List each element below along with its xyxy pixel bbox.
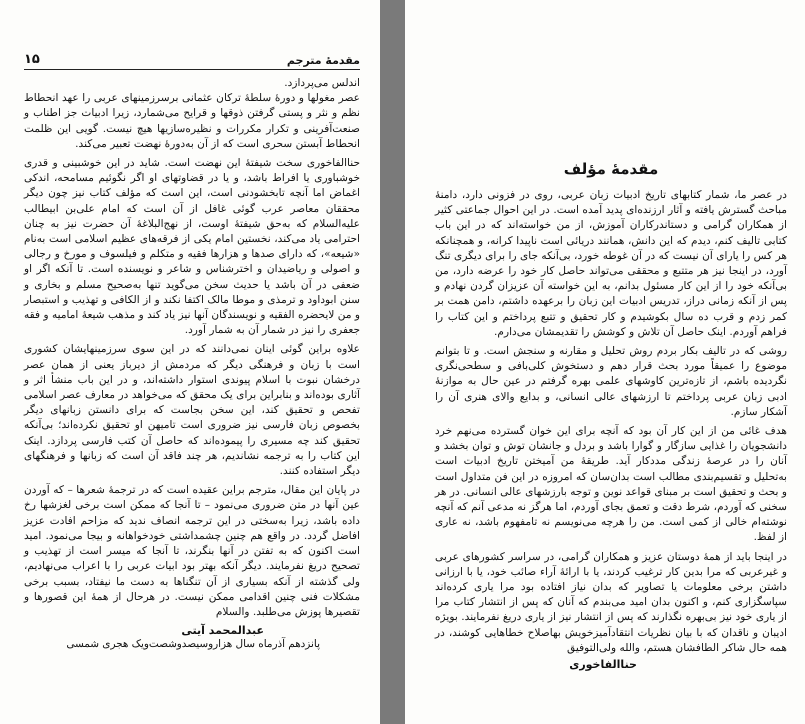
right-page: [405, 0, 805, 724]
paragraph: حناالفاخوری سخت شیفتهٔ این نهضت است. شاید در این خوشبینی و قدری خوشباوری یا افراط باشد، و یا در قضاوتهای او اگر نگوئیم مسامحه، اندکی اغماض اما آنچه تابخشودنی است، این است که مؤلف کتاب نیز چون دیگر محققان معاصر عرب گوئی غافل از آن است که امام علی‌بن ابیطالب علیه‌السلام که به‌حق شیفتهٔ اوست، از نهج‌البلاغهٔ آن حضرت نیز به چنان احترامی یاد می‌کند، نخستین امام یکی از فرقه‌های عظیم اسلامی است به‌نام «شیعه»، که دارای صدها و هزارها فقیه و متکلم و فیلسوف و مورخ و رجالی و اصولی و ریاضیدان و اخترشناس و شاعر و نویسنده است. تا آنکه اگر او ضعفی در آن باشد یا حدیث سخن می‌گوید تنها به‌صحیح مسلم و بخاری و سنن ابوداود و ترمذی و موطا مالک اکتفا نکند و از الکافی و تهذیب و استبصار و من لایحضره الفقیه و نویسندگان آنها نیز یاد کند و مذهب شیعهٔ امامیه و فقه جعفری را نیز در شمار آن به‌ شمار آورد.: [24, 157, 360, 337]
author-preface-text: [435, 188, 787, 656]
paragraph: هدف غائی من از این کار آن بود که آنچه برای این خوان گسترده می‌نهم خرد دانشجویان را غذایی سازگار و گوارا باشد و بردل و جانشان توش و توان بخشد و آنان را در عرصهٔ زندگی مددکار آید. طریقهٔ من آمیختن تاریخ ادبیات است به‌تحلیل و تقسیم‌بندی مطالب است بدان‌سان که امروزه در این فن متداول است و بحث و تحقیق است بر مبنای قواعد نوین و توجه بارزشهای عالی انسانی. در هر سخنی که آوردم، شرط دقت و تعمق بجای آوردم، اما هرگز نه مدعی آنم که آنچه نوشته‌ام خالی از کمی است. من را هرچه می‌نویسم نه تامفهوم باشد، نه عاری از لفظ.: [435, 425, 787, 544]
left-page-header: [24, 52, 360, 70]
paragraph: اندلس می‌پردازد. عصر مغولها و دورهٔ سلطهٔ ترکان عثمانی برسرزمینهای عربی را عهد انحطاط نظم و نثر و پستی گرفتن ذوقها و قرایح می‌شمارد، زیرا ادبیات جز اطناب و صنعت‌آفرینی و تکرار مکررات و نظیره‌سازیها هیچ نیست. گویی این ظلمت انحطاط آبستن سحری است که از آن به‌دورهٔ نهضت تعبیر می‌کند.: [24, 77, 360, 150]
page-number: ۱۵: [24, 52, 40, 67]
translator-signature: عبدالمحمد آیتی: [181, 624, 264, 638]
paragraph: در اینجا باید از همهٔ دوستان عزیز و همکاران گرامی، در سراسر کشورهای عربی و غیرعربی که مرا بدین کار ترغیب کردند، یا با ارائهٔ آراء صائب خود، یا با ارزانی داشتن برخی معلومات یا تصاویر که بدان نیاز افتاده بود مرا یاری کرده‌اند سپاسگزاری کنم، و اکنون بدان امید می‌بندم که آنان که پس از انتشار کتاب مرا از یاری خود نیز بی‌بهره نگذارند که پس از انتشار نیز از یاری دریغ نفرمایند. بویژه ادیبان و ناقدان که با بیان نظریات انتقادآمیزخویش بهاصلاح خطاهایی کوشند، در همه حال شاکر الطافشان هستم، والله ولی‌التوفیق: [435, 550, 787, 654]
paragraph: در پایان این مقال، مترجم براین عقیده است که در ترجمهٔ شعرها – که آوردن عین آنها در متن ضروری می‌نمود – تا آنجا که ممکن است برخی لغزشها رخ داده باشد، زیرا به‌سختی در این ترجمه انصاف ندید که مزاحم افادت عزیز افاضل گردد. در واقع هم چنین چشمداشتی خودخواهانه و بیجا می‌نمود. امید است اکنون که به تفتن در آنها بنگرند، تا آنجا که میسر است از تهذیب و تصحیح دریغ نفرمایند. دیگر آنکه بهتر بود ابیات عربی را با اعراب می‌نهادیم، ولی گذشته از آنکه بسیاری از آن تنگناها به دست ما نیفتاد، بسبب برخی مشکلات فنی چنین اقدامی ممکن نیست. در هرحال از همهٔ این قصورها و تقصیرها پوزش می‌طلبد. والسلام: [24, 484, 360, 618]
paragraph: در عصر ما، شمار کتابهای تاریخ ادبیات زبان عربی، روی در فزونی دارد، دامنهٔ مباحث گسترش یافته و آثار ارزنده‌ای پدید آمده است. در این احوال جماعتی کثیر از همکاران گرامی و دستاندرکاران آموزش، از من خواسته‌اند که در این باب کتابی تالیف کنم، دیدم که این دانش، همانند دریائی است ناپیدا کرانه، و همچنانکه هر کس را یارای آن نیست که در آن غوطه خورد، بی‌آنکه جای را برای دیگری تنگ آورد، در اینجا نیز هر متتبع و محققی می‌تواند حاصل کار خود را عرضه دارد، من بی‌آنکه خود را از این کار مسئول بدانم، به این خواسته آن عزیزان گردن نهادم و پس از آنکه زمانی دراز، تدریس ادبیات این زبان را برعهده داشتم، دامن همت بر کمر زدم و قرب ده سال بکوشیدم و کار تحقیق و تتبع پرداختم و این کتاب را فراهم آوردم. اینک حاصل آن تلاش و کوشش را تقدیمشان می‌دارم.: [435, 189, 787, 338]
book-gutter: [380, 0, 405, 724]
date-line: پانزدهم آذرماه سال هزاروسیصدوشصت‌ویک هجری شمسی: [66, 638, 320, 651]
author-signature: حناالفاخوری: [569, 658, 637, 672]
paragraph: علاوه براین گوئی اینان نمی‌دانند که در این سوی سرزمینهایشان کشوری است با زبان و فرهنگی دیگر که مردمش از دیرباز یعنی از همان عصر درخشان نبوت با اسلام پیوندی استوار داشته‌اند، و در این باب منشأ اثر و آثاری بوده‌اند و بنابراین برای یک محقق که می‌خواهد در معارف عصر اسلامی تفحص و تحقیق کند، این سخن بجاست که برای دانستن زبانهای دیگر بخصوص زبان فارسی نیز ضروری است تامیهن او تحقیق نکرده‌اند؛ بی‌آنکه تحقیق کند چه مسیری را پیموده‌اند که حاصل آن کتب فارسی پردازد. اینک این کتاب را به ترجمه نشاندیم، هر چند فاقد آن است که زبانها و فرهنگهای دیگر استفاده کنند.: [24, 343, 360, 478]
translator-preface-text: [24, 76, 360, 620]
left-page: [0, 0, 380, 724]
page-title: مقدمهٔ مؤلف: [563, 160, 659, 178]
running-header-title: مقدمهٔ مترجم: [286, 54, 360, 67]
paragraph: روشی که در تالیف بکار بردم روش تحلیل و مقارنه و سنجش است. و تا بتوانم موضوع را عمیقاً مورد بحث قرار دهم و دستخوش کلی‌بافی و سطحی‌نگری نگردیده باشم، از تازه‌ترین کاوشهای علمی بهره گرفتم در عین حال به موازنهٔ ادبی زبان عربی پرداختم تا ارزشهای عالی انسانی، و بدایع والای هنری آن را آشکار سازم.: [435, 345, 787, 418]
